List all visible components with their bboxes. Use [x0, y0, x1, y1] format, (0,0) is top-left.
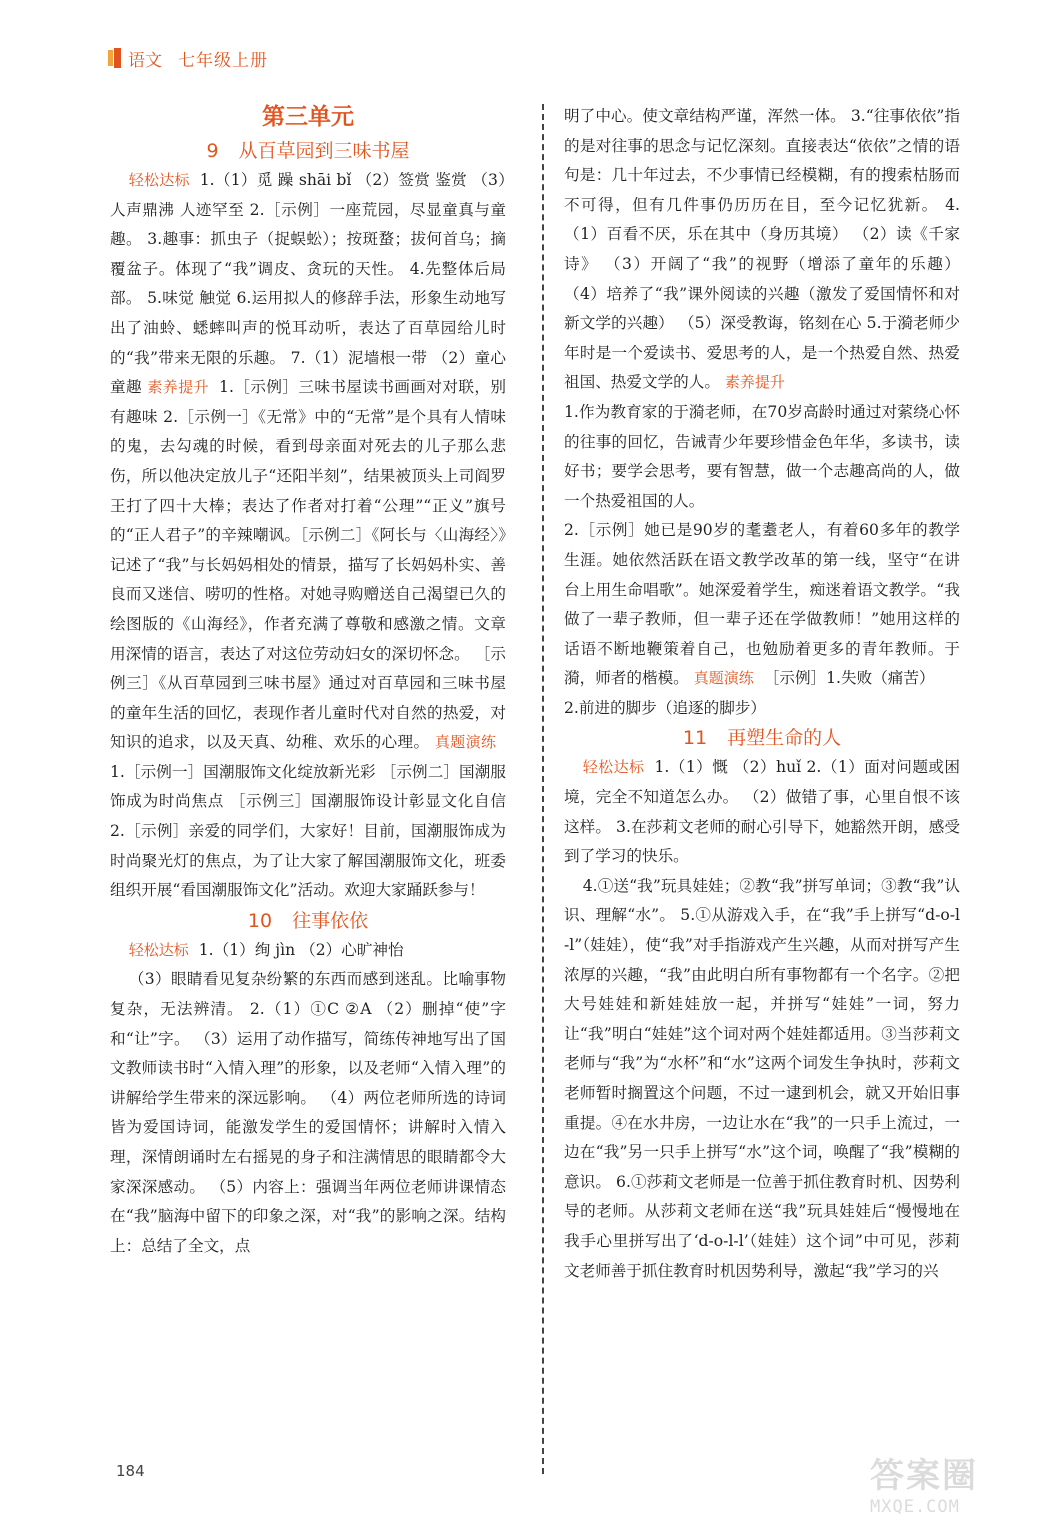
section-tag: 轻松达标: [128, 940, 189, 959]
lesson-9-number: 9: [206, 140, 219, 162]
section-tag: 真题演练: [434, 733, 496, 752]
header-grade: 七年级上册: [178, 50, 268, 71]
answer-text: 1.（1）觅 躁 shāi bǐ （2）签赏 鉴赏 （3）人声鼎沸 人迹罕至 2.［示例］一座荒园，尽显童真与童趣。 3.趣事：抓虫子（捉蜈蚣）；按斑蝥；拔何首乌；摘覆盆子。体现了“我”调皮、贪玩的天性。 4.先整体后局部。 5.味觉 触觉 6.运用拟人的修辞手法，形象生动地写出了油蛉、蟋蟀叫声的悦耳动听，表达了百草园给儿时的“我”带来无限的乐趣。 7.（1）泥墙根一带 （2）童心童趣: [110, 171, 506, 397]
answer-text: 2.［示例］她已是90岁的耄耋老人，有着60多年的教学生涯。她依然活跃在语文教学改革的第一线，坚守“在讲台上用生命唱歌”。她深爱着学生，痴迷着语文教学。“我做了一辈子教师，但一辈子还在学做教师！”她用这样的话语不断地鞭策着自己，也勉励着更多的青年教师。于漪，师者的楷模。: [564, 521, 960, 688]
lesson-11-number: 11: [682, 727, 708, 750]
unit-title: 第三单元: [262, 104, 354, 130]
answer-text: 明了中心。使文章结构严谨，浑然一体。 3.“往事依依”指的是对往事的思念与记忆深刻。直接表达“依依”之情的语句是：几十年过去，不少事情已经模糊，有的搜索枯肠而不可得，但有几件事仍历历在目，至今记忆犹新。 4.（1）百看不厌，乐在其中（身历其境） （2）读《千家诗》 （3）开阔了“我”的视野（增添了童年的乐趣） （4）培养了“我”课外阅读的兴趣（激发了爱国情怀和对新文学的兴趣） （5）深受教诲，铭刻在心 5.于漪老师少年时是一个爱读书、爱思考的人，是一个热爱自然、热爱祖国、热爱文学的人。: [564, 107, 960, 392]
answer-text: 1.作为教育家的于漪老师，在70岁高龄时通过对萦绕心怀的往事的回忆，告诫青少年要珍惜金色年华，多读书，读好书；要学会思考，要有智慧，做一个志趣高尚的人，做一个热爱祖国的人。: [564, 402, 960, 510]
watermark-text: 答案圈: [870, 1456, 978, 1496]
lesson-10-answers-cont: [110, 965, 506, 1261]
answer-text: 1.［示例一］国潮服饰文化绽放新光彩 ［示例二］国潮服饰成为时尚焦点 ［示例三］国潮服饰设计彰显文化自信 2.［示例］亲爱的同学们，大家好！目前，国潮服饰成为时尚聚光灯的焦点，为了让大家了解国潮服饰文化，班委组织开展“看国潮服饰文化”活动。欢迎大家踊跃参与！: [110, 762, 506, 900]
lesson-10-title: [110, 906, 506, 936]
section-tag: 轻松达标: [582, 758, 645, 777]
header-logo-icon: [108, 48, 122, 68]
watermark-url: MXQE.COM: [870, 1497, 960, 1517]
answer-text: 2.前进的脚步（追逐的脚步）: [564, 698, 767, 717]
lesson-10-name: 往事依依: [292, 909, 369, 932]
answer-text: ［示例］1.失败（痛苦）: [763, 669, 935, 688]
answer-text: 4.①送“我”玩具娃娃；②教“我”拼写单词；③教“我”认识、理解“水”。 5.①从游戏入手，在“我”手上拼写“d-o-l-l”（娃娃），使“我”对手指游戏产生兴趣，从而对拼写产生浓厚的兴趣，“我”由此明白所有事物都有一个名字。②把大号娃娃和新娃娃放一起，并拼写“娃娃”一词，努力让“我”明白“娃娃”这个词对两个娃娃都适用。③当莎莉文老师与“我”为“水杯”和“水”这两个词发生争执时，莎莉文老师暂时搁置这个问题，不过一逮到机会，就又开始旧事重提。④在水井房，一边让水在“我”的一只手上流过，一边在“我”另一只手上拼写“水”这个词，唤醒了“我”模糊的意识。 6.①莎莉文老师是一位善于抓住教育时机、因势利导的老师。从莎莉文老师在送“我”玩具娃娃后“慢慢地在我手心里拼写出了‘d-o-l-l’（娃娃）这个词”中可见，莎莉文老师善于抓住教育时机因势利导，激起“我”学习的兴: [564, 876, 960, 1280]
answer-text: 1.［示例］三味书屋读书画画对对联，别有趣味 2.［示例一］《无常》中的“无常”是个具有人情味的鬼，去勾魂的时候，看到母亲面对死去的儿子那么悲伤，所以他决定放儿子“还阳半刻”，结果被顶头上司阎罗王打了四十大棒；表达了作者对打着“公理”“正义”旗号的“正人君子”的辛辣嘲讽。［示例二］《阿长与〈山海经〉》记述了“我”与长妈妈相处的情景，描写了长妈妈朴实、善良而又迷信、唠叨的性格。对她寻购赠送自己渴望已久的绘图版的《山海经》，作者充满了尊敬和感激之情。文章用深情的语言，表达了对这位劳动妇女的深切怀念。 ［示例三］《从百草园到三味书屋》通过对百草园和三味书屋的童年生活的回忆，表现作者儿童时代对自然的热爱，对知识的追求，以及天真、幼稚、欢乐的心理。: [110, 378, 506, 752]
lesson-11-title: [564, 723, 960, 753]
section-tag: 轻松达标: [128, 171, 190, 189]
lesson-9-answers: [110, 166, 506, 906]
page-header: [108, 44, 268, 72]
left-column: [110, 100, 506, 1261]
section-tag: 真题演练: [693, 669, 754, 688]
lesson-11-answers: [564, 753, 960, 871]
answer-text: 1.（1）绚 jìn （2）心旷神怡: [198, 940, 404, 959]
right-column: [564, 102, 960, 1286]
section-tag: 素养提升: [147, 378, 210, 397]
lesson-10-literacy-1: [564, 398, 960, 516]
section-tag: 素养提升: [724, 373, 785, 392]
lesson-10-literacy-2: [564, 516, 960, 694]
lesson-10-answers: [110, 936, 506, 966]
lesson-11-answers-cont: [564, 872, 960, 1286]
watermark-logo: [870, 1448, 1020, 1528]
column-divider: [542, 104, 544, 1474]
lesson-9-title: [110, 136, 506, 166]
lesson-10-answers-right: [564, 102, 960, 398]
lesson-10-exam-2: [564, 694, 960, 724]
lesson-9-name: 从百草园到三味书屋: [238, 140, 410, 162]
answer-text: （3）眼睛看见复杂纷繁的东西而感到迷乱。比喻事物复杂，无法辨清。 2.（1）①C ②A （2）删掉“使”字和“让”字。 （3）运用了动作描写，简练传神地写出了国文教师读书时“入情入理”的形象，以及老师“入情入理”的讲解给学生带来的深远影响。 （4）两位老师所选的诗词皆为爱国诗词，能激发学生的爱国情怀；讲解时入情入理，深情朗诵时左右摇晃的身子和注满情思的眼睛都令大家深深感动。 （5）内容上：强调当年两位老师讲课情态在“我”脑海中留下的印象之深，对“我”的影响之深。结构上：总结了全文，点: [110, 970, 506, 1255]
page-number: 184: [116, 1462, 145, 1480]
lesson-10-number: 10: [247, 909, 273, 932]
answer-text: 1.（1）慨 （2）huǐ 2.（1）面对问题或困境，完全不知道怎么办。 （2）做错了事，心里自恨不该这样。 3.在莎莉文老师的耐心引导下，她豁然开朗，感受到了学习的快乐。: [564, 758, 960, 866]
lesson-11-name: 再塑生命的人: [727, 727, 842, 750]
header-subject: 语文: [128, 50, 162, 71]
